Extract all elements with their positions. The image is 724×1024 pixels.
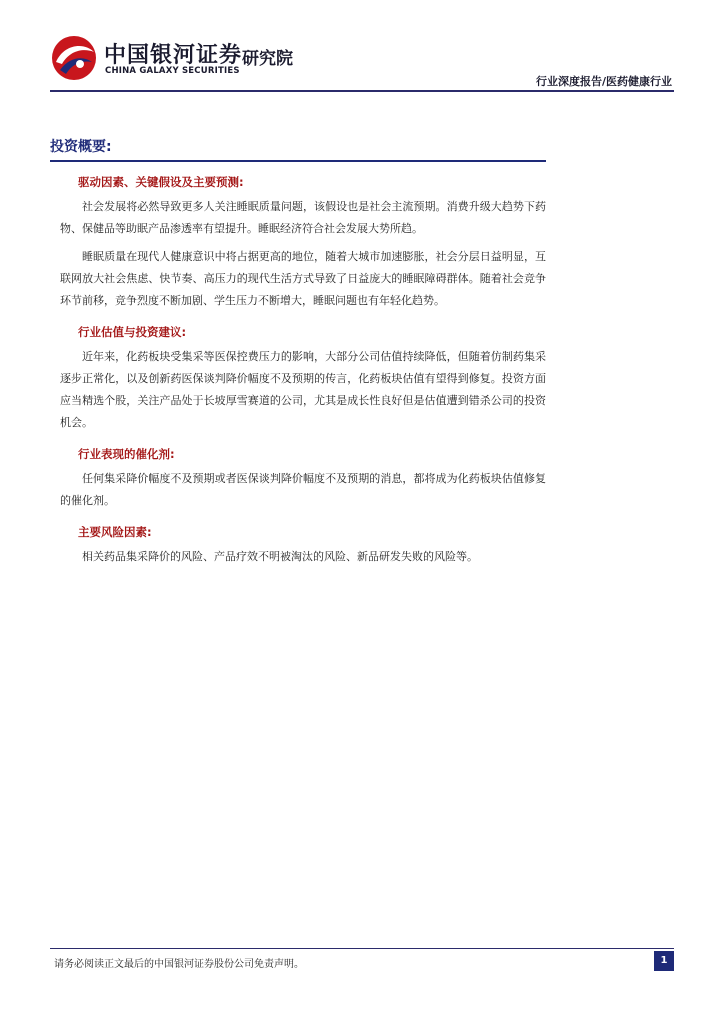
- investment-summary: [50, 136, 546, 568]
- logo-english-name: CHINA GALAXY SECURITIES: [105, 66, 240, 76]
- company-logo: [50, 34, 310, 84]
- drivers-block: [50, 174, 546, 312]
- footer-divider: [50, 948, 674, 949]
- catalyst-paragraph: 任何集采降价幅度不及预期或者医保谈判降价幅度不及预期的消息，都将成为化药板块估值修复的催化剂。: [60, 472, 546, 507]
- page-number: 1: [654, 951, 674, 971]
- catalyst-block: [50, 446, 546, 512]
- valuation-heading: 行业估值与投资建议:: [78, 325, 187, 339]
- valuation-paragraph: 近年来，化药板块受集采等医保控费压力的影响，大部分公司估值持续降低，但随着仿制药集采逐步正常化，以及创新药医保谈判降价幅度不及预期的传言，化药板块估值有望得到修复。投资方面应当精选个股，关注产品处于长坡厚雪赛道的公司，尤其是成长性良好但是估值遭到错杀公司的投资机会。: [60, 350, 546, 429]
- drivers-heading: 驱动因素、关键假设及主要预测:: [78, 175, 244, 189]
- footer-disclaimer: 请务必阅读正文最后的中国银河证券股份公司免责声明。: [54, 959, 304, 970]
- valuation-block: [50, 324, 546, 434]
- risk-heading: 主要风险因素:: [78, 525, 152, 539]
- report-type-label: 行业深度报告/医药健康行业: [535, 75, 672, 88]
- drivers-paragraph-1: 社会发展将必然导致更多人关注睡眠质量问题，该假设也是社会主流预期。消费升级大趋势下药物、保健品等助眠产品渗透率有望提升。睡眠经济符合社会发展大势所趋。: [60, 200, 546, 235]
- risk-paragraph: 相关药品集采降价的风险、产品疗效不明被淘汰的风险、新品研发失败的风险等。: [82, 550, 478, 563]
- header-divider: [50, 90, 674, 92]
- catalyst-heading: 行业表现的催化剂:: [78, 447, 175, 461]
- galaxy-logo-icon: [50, 34, 98, 82]
- section-title: 投资概要:: [50, 136, 546, 162]
- risk-block: [50, 524, 546, 568]
- logo-chinese-name: 中国银河证券: [104, 43, 243, 68]
- drivers-paragraph-2: 睡眠质量在现代人健康意识中将占据更高的地位，随着大城市加速膨胀，社会分层日益明显，互联网放大社会焦虑、快节奏、高压力的现代生活方式导致了日益庞大的睡眠障碍群体。随着社会竞争环节前移，竞争烈度不断加剧、学生压力不断增大，睡眠问题也有年轻化趋势。: [60, 250, 546, 307]
- logo-institute-name: 研究院: [242, 49, 293, 69]
